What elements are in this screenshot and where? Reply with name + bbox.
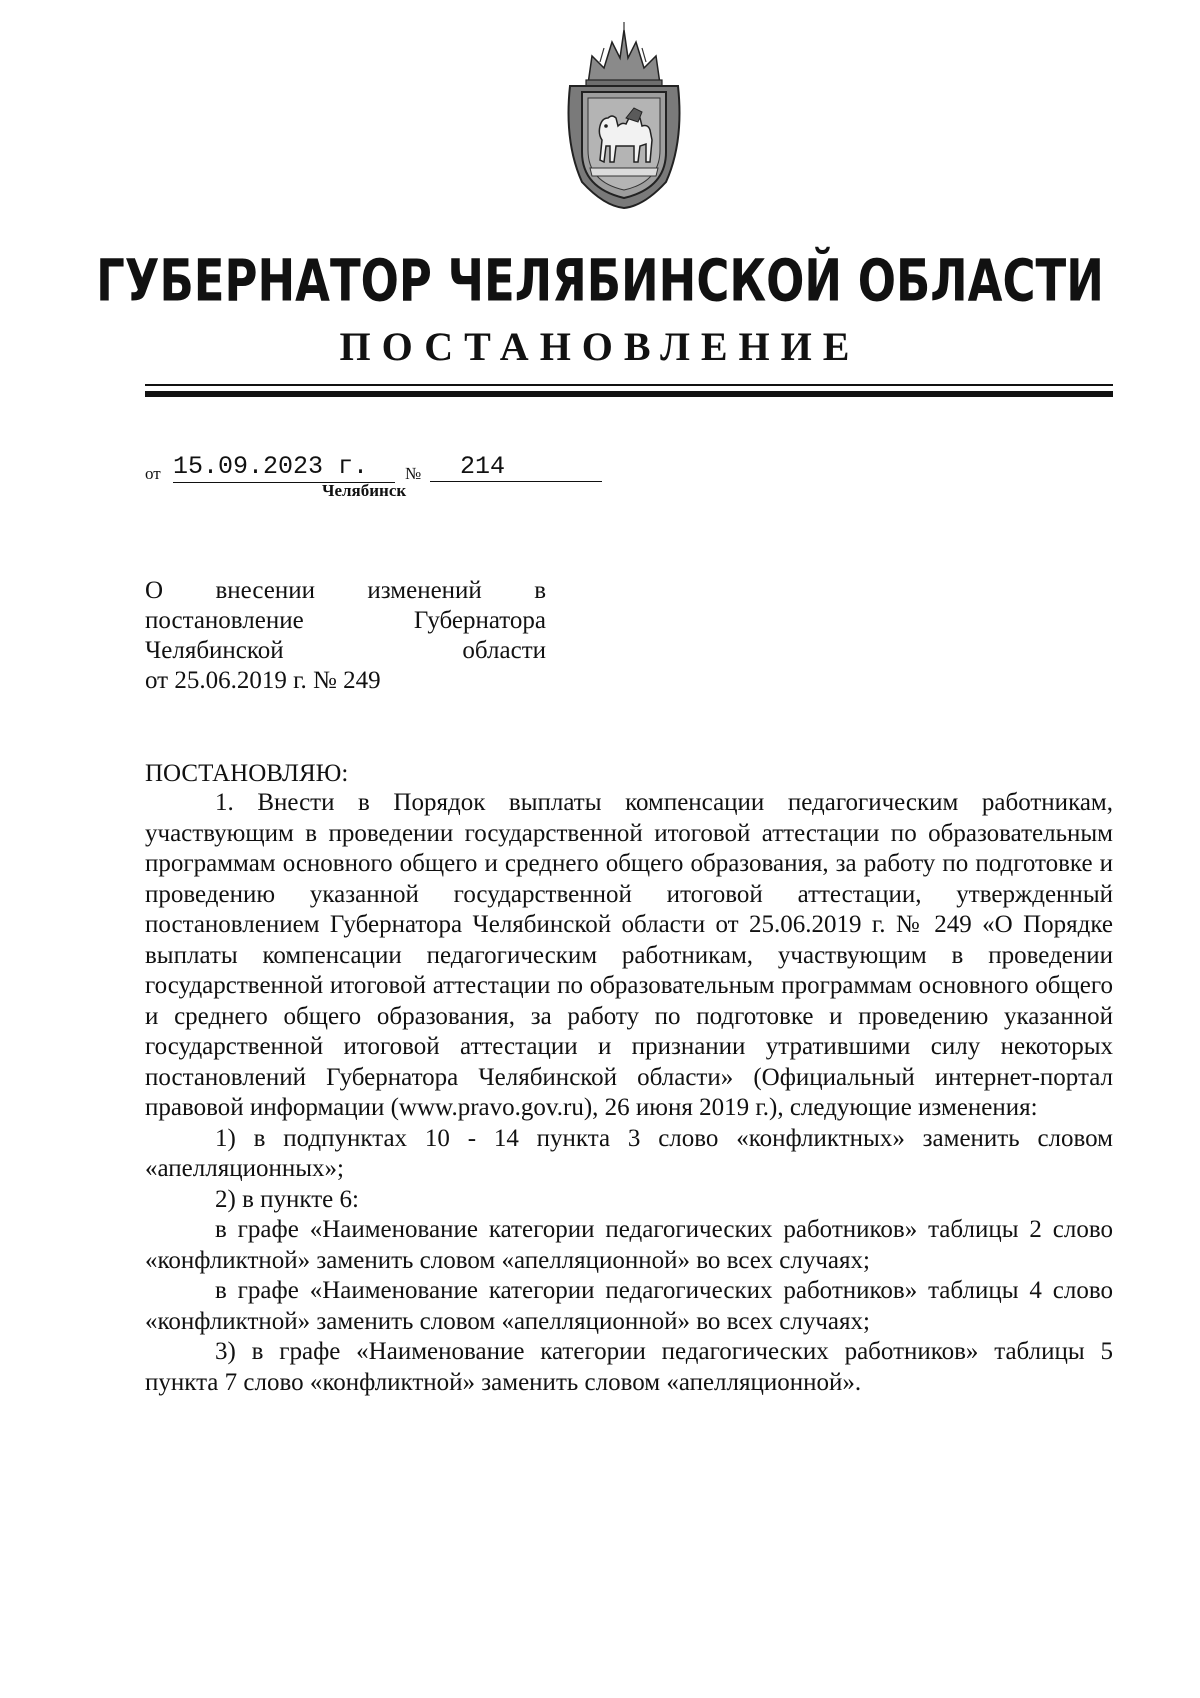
body-paragraph: 3) в графе «Наименование категории педагогических работников» таблицы 5 пункта 7 слово «конфликтной» заменить словом «апелляционной». (145, 1338, 1113, 1396)
subject-line: от 25.06.2019 г. № 249 (145, 667, 381, 694)
body-paragraph: 1) в подпунктах 10 - 14 пункта 3 слово «конфликтных» заменить словом «апелляционных»; (145, 1124, 1113, 1182)
header-rule-thick (145, 391, 1113, 397)
body-paragraph: в графе «Наименование категории педагогических работников» таблицы 4 слово «конфликтной» заменить словом «апелляционной» во всех случаях; (145, 1277, 1113, 1335)
body-paragraph: 2) в пункте 6: (215, 1185, 359, 1213)
document-number: 214 (430, 452, 602, 482)
number-label: № (405, 464, 422, 483)
body-paragraph: 1. Внести в Порядок выплаты компенсации педагогическим работникам, участвующим в проведении государственной итоговой аттестации по образовательным программам основного общего и среднего общего образования, за работу по подготовке и проведению указанной государственной итоговой аттестации, утвержденный постановлением Губернатора Челябинской области от 25.06.2019 г. № 249 «О Порядке выплаты компенсации педагогическим работникам, участвующим в проведении государственной итоговой аттестации по образовательным программам основного общего и среднего общего образования, за работу по подготовке и проведению указанной государственной итоговой аттестации и признании утратившими силу некоторых постановлений Губернатора Челябинской области» (Официальный интернет-портал правовой информации (www.pravo.gov.ru), 26 июня 2019 г.), следующие изменения: (145, 789, 1113, 1121)
coat-of-arms-icon (560, 22, 688, 210)
city-name: Челябинск (322, 481, 407, 500)
body-paragraph: в графе «Наименование категории педагогических работников» таблицы 2 слово «конфликтной» заменить словом «апелляционной» во всех случаях; (145, 1216, 1113, 1274)
document-type: ПОСТАНОВЛЕНИЕ (339, 324, 861, 369)
organization-title: ГУБЕРНАТОР ЧЕЛЯБИНСКОЙ ОБЛАСТИ (96, 246, 1104, 315)
from-label: от (145, 464, 161, 483)
subject-line: постановление Губернатора (145, 607, 546, 634)
document-date: 15.09.2023 г. (173, 452, 395, 483)
decree-word: ПОСТАНОВЛЯЮ: (145, 760, 349, 787)
document-body (145, 788, 1113, 1398)
subject-line: Челябинской области (145, 637, 546, 664)
subject-line: О внесении изменений в (145, 577, 546, 604)
document-subject (145, 576, 546, 696)
header-rule-thin (145, 384, 1113, 386)
